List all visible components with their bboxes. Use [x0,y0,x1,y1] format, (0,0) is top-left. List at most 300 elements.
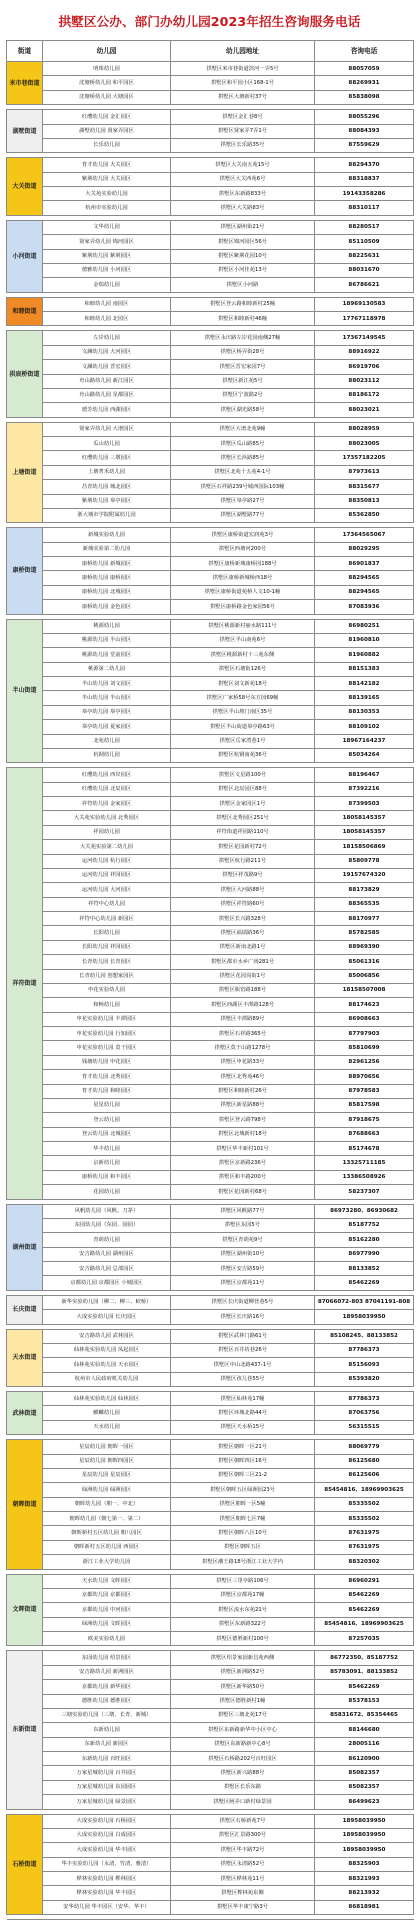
kindergarten-address-cell: 拱墅区长浜路85号 [171,451,315,465]
table-row [7,388,414,402]
phone-cell: 18967164237 [315,734,414,748]
kindergarten-address-cell: 拱墅区康桥街道苑桥人文10-1幢 [171,585,315,599]
street-name-cell: 拱宸桥街道 [7,331,43,417]
street-name-cell: 东新街道 [7,1651,43,1809]
table-row [7,748,414,762]
table-row [7,897,414,911]
phone-cell: 88225631 [315,249,414,263]
table-row [7,172,414,186]
kindergarten-name-cell: 青葫幼儿园 [43,1233,171,1247]
kindergarten-address-cell: 拱墅区瓜山路85号 [171,437,315,451]
kindergarten-name-cell: 绿洲幼儿园 绿洲园区 [43,1483,171,1497]
kindergarten-address-cell: 拱墅区朝晖一区5幢 [171,1497,315,1511]
kindergarten-address-cell: 拱墅区申花路33号 [171,1055,315,1069]
table-row [7,1665,414,1679]
table-row [7,600,414,614]
kindergarten-address-cell: 拱墅区大关路83号 [171,201,315,215]
kindergarten-address-cell: 拱墅区风帆路77号 [171,1204,315,1218]
kindergarten-name-cell: 长阳幼儿园 [43,926,171,940]
kindergarten-address-cell: 拱墅区桦林苑11号 [171,1872,315,1886]
group-separator-cell [7,1915,414,1920]
table-row [7,76,414,90]
street-name-cell: 天水街道 [7,1329,43,1387]
table-row [7,1392,414,1406]
street-name-cell: 武林街道 [7,1392,43,1435]
phone-cell: 85831672、85354465 [315,1708,414,1722]
kindergarten-address-cell: 拱墅区文星路100号 [171,768,315,782]
phone-cell: 88084393 [315,124,414,138]
street-name-cell: 朝晖街道 [7,1440,43,1569]
phone-cell: 85108245、88133852 [315,1329,414,1343]
kindergarten-address-cell: 拱墅区朝晖七区7幢 [171,1512,315,1526]
table-row [7,1588,414,1602]
kindergarten-address-cell: 拱墅区东新路新中心8号 [171,1737,315,1751]
kindergarten-name-cell: 风帆幼儿园（风帆、刀茅） [43,1204,171,1218]
kindergarten-name-cell: 长阳幼儿园 祥园园区 [43,940,171,954]
table-row [7,508,414,522]
phone-cell: 85162280 [315,1233,414,1247]
table-row [7,1098,414,1112]
table-row [7,926,414,940]
table-row [7,955,414,969]
kindergarten-address-cell: 拱墅区和平园小区168-1号 [171,76,315,90]
kindergarten-name-cell: 新城实验幼儿园 [43,528,171,542]
phone-cell: 88146680 [315,1723,414,1737]
kindergarten-name-cell: 京新幼儿园 [43,1156,171,1170]
kindergarten-address-cell: 拱墅区半山坡门南区35号 [171,705,315,719]
kindergarten-address-cell: 拱墅区莫干山路1278号 [171,1041,315,1055]
table-row [7,868,414,882]
table-row [7,1752,414,1766]
kindergarten-address-cell: 拱墅区天水桥15号 [171,1420,315,1434]
kindergarten-name-cell: 申花实验幼儿园 丰潭园区 [43,1012,171,1026]
kindergarten-name-cell: 舟山路幼儿园 新江园区 [43,374,171,388]
kindergarten-address-cell: 拱墅区闸弄口新村绿景园 [171,1795,315,1809]
phone-cell: 88139165 [315,691,414,705]
phone-cell: 85454816、18969903625 [315,1617,414,1631]
kindergarten-address-cell: 拱墅区长庆街道柳营巷5号 [171,1295,315,1309]
kindergarten-name-cell: 长乐幼儿园 [43,138,171,152]
kindergarten-name-cell: 半山幼儿园 半山园区 [43,691,171,705]
kindergarten-address-cell: 拱墅区东新路新华中小区中心 [171,1723,315,1737]
kindergarten-name-cell: 东新幼儿园 百旺园区 [43,1752,171,1766]
phone-cell: 86120900 [315,1752,414,1766]
kindergarten-address-cell: 拱墅区西塘河200号 [171,542,315,556]
table-row [7,883,414,897]
kindergarten-address-cell: 拱墅区长庆路16号 [171,1310,315,1324]
phone-cell: 88173829 [315,883,414,897]
phone-cell: 17767118978 [315,312,414,326]
table-row [7,1358,414,1372]
phone-cell: 85156093 [315,1358,414,1372]
kindergarten-address-cell: 拱墅区康桥新城桥西18号 [171,571,315,585]
kindergarten-address-cell: 拱墅区朝晖一区21号 [171,1440,315,1454]
kindergarten-name-cell: 明珠幼儿园 [43,62,171,76]
kindergarten-name-cell: 舟山路幼儿园 星都园区 [43,388,171,402]
table-row [7,124,414,138]
table-row [7,633,414,647]
street-name-cell: 半山街道 [7,619,43,763]
kindergarten-name-cell: 星辰幼儿园 星辰园区 [43,1468,171,1482]
phone-cell: 85110509 [315,235,414,249]
kindergarten-address-cell: 拱墅区石祥路239号城西国际103幢 [171,480,315,494]
phone-cell: 88031670 [315,263,414,277]
kindergarten-address-cell: 拱墅区丰潭路89号 [171,1012,315,1026]
phone-cell: 86973280、86930682 [315,1204,414,1218]
kindergarten-address-cell: 拱墅区祥茂路9号 [171,868,315,882]
phone-cell: 88280517 [315,220,414,234]
kindergarten-address-cell: 拱墅区和睦新村46幢 [171,312,315,326]
street-name-cell: 祥符街道 [7,768,43,1199]
table-row [7,585,414,599]
phone-cell: 85335502 [315,1512,414,1526]
phone-cell: 85454816、18969903625 [315,1483,414,1497]
kindergarten-name-cell: 紫荆幼儿园 大关园区 [43,172,171,186]
kindergarten-name-cell: 桃源第二幼儿园 [43,662,171,676]
phone-cell: 86786621 [315,278,414,292]
kindergarten-address-cell: 拱墅区大塘新村37号 [171,90,315,104]
kindergarten-address-cell: 拱墅区湖墅路77号 [171,508,315,522]
kindergarten-address-cell: 拱墅区绍景家园新昌苑西侧 [171,1651,315,1665]
kindergarten-name-cell: 东新幼儿园 [43,1723,171,1737]
phone-cell: 87786373 [315,1343,414,1357]
kindergarten-name-cell: 德雅幼儿园 小河园区 [43,263,171,277]
kindergarten-name-cell: 文澜幼儿园 大河园区 [43,345,171,359]
kindergarten-address-cell: 拱墅区东新路833号 [171,187,315,201]
phone-cell: 87083936 [315,600,414,614]
kindergarten-name-cell: 杭州市实验幼儿园 [43,201,171,215]
kindergarten-name-cell: 红缨幼儿园 金汇园区 [43,110,171,124]
table-row [7,691,414,705]
kindergarten-name-cell: 仙林苑实验幼儿园 天水园区 [43,1358,171,1372]
kindergarten-address-cell: 拱墅区贤家弄7弄1号 [171,124,315,138]
kindergarten-name-cell: 万家星城幼儿园 绿景园区 [43,1795,171,1809]
kindergarten-address-cell: 拱墅区宁波路2号 [171,388,315,402]
phone-cell: 88069779 [315,1440,414,1454]
kindergarten-address-cell: 拱墅区湖州街21号 [171,220,315,234]
kindergarten-name-cell: 星辰幼儿园 朝晖四园区 [43,1454,171,1468]
kindergarten-name-cell: 大关苑实验第二幼儿园 [43,840,171,854]
kindergarten-address-cell: 拱墅区京都苑11号 [171,1276,315,1290]
phone-cell: 87559629 [315,138,414,152]
kindergarten-name-cell: 浙大城市学院附属幼儿园 [43,508,171,522]
kindergarten-address-cell: 拱墅区祥符路60号 [171,897,315,911]
table-row [7,138,414,152]
table-row [7,1555,414,1569]
kindergarten-address-cell: 拱墅区北城新村18号 [171,1127,315,1141]
kindergarten-name-cell: 祥符中心幼儿园 [43,897,171,911]
kindergarten-address-cell: 拱墅区紫荆花园10号 [171,249,315,263]
column-header-street: 街道 [7,41,43,62]
table-row [7,1814,414,1828]
table-row [7,1084,414,1098]
phone-cell: 88057059 [315,62,414,76]
phone-cell: 86125606 [315,1468,414,1482]
table-row [7,1127,414,1141]
table-row [7,263,414,277]
kindergarten-name-cell: 长青幼儿园 创想家园区 [43,969,171,983]
kindergarten-name-cell: 三塘实验幼儿园（三墩、长青、新城） [43,1708,171,1722]
kindergarten-name-cell: 康桥幼儿园 康桥园区 [43,571,171,585]
street-name-cell: 小河街道 [7,220,43,292]
kindergarten-name-cell: 瓜山幼儿园 [43,437,171,451]
phone-cell: 58237307 [315,1185,414,1199]
table-row [7,1233,414,1247]
kindergarten-address-cell: 拱墅区桃源新村十三苑东侧 [171,648,315,662]
kindergarten-name-cell: 上塘菁禾幼儿园 [43,465,171,479]
table-row [7,403,414,417]
table-row [7,1218,414,1232]
phone-cell: 88130353 [315,705,414,719]
phone-cell: 88350813 [315,494,414,508]
kindergarten-name-cell: 安吉路幼儿园 武林园区 [43,1329,171,1343]
kindergarten-name-cell: 育才幼儿园 大关园区 [43,158,171,172]
kindergarten-name-cell: 左岸幼儿园 [43,331,171,345]
phone-cell: 88023005 [315,437,414,451]
kindergarten-name-cell: 紫荆幼儿园 皋亭园区 [43,494,171,508]
kindergarten-address-cell: 拱墅区新南北路1号 [171,940,315,954]
phone-cell: 87392216 [315,782,414,796]
kindergarten-address-cell: 拱墅区金汇巷8号 [171,110,315,124]
table-row [7,422,414,436]
table-row [7,345,414,359]
kindergarten-name-cell: 北苑幼儿园 [43,734,171,748]
phone-cell: 86919706 [315,360,414,374]
kindergarten-name-cell: 天水幼儿园 文晖园区 [43,1574,171,1588]
kindergarten-name-cell: 大成实验幼儿园 长庆园区 [43,1310,171,1324]
table-row [7,1142,414,1156]
kindergarten-address-cell: 拱墅区三里亭路106号 [171,1574,315,1588]
table-row [7,1170,414,1184]
table-row [7,940,414,954]
phone-cell: 88151383 [315,662,414,676]
kindergarten-address-cell: 拱墅区金家园区1号 [171,797,315,811]
kindergarten-address-cell: 拱墅区花园岗街1号 [171,969,315,983]
phone-cell: 86901837 [315,557,414,571]
table-row [7,797,414,811]
kindergarten-address-cell: 拱墅区小河佳苑13号 [171,263,315,277]
phone-cell: 87631975 [315,1526,414,1540]
table-row [7,451,414,465]
table-row [7,1483,414,1497]
kindergarten-name-cell: 皋亭幼儿园 皋亭园区 [43,705,171,719]
kindergarten-address-cell: 拱墅区新星路88号 [171,1098,315,1112]
page-title: 拱墅区公办、部门办幼儿园2023年招生咨询服务电话 [58,13,361,29]
phone-cell: 85462269 [315,1603,414,1617]
phone-cell: 85809778 [315,854,414,868]
kindergarten-name-cell: 安吉路幼儿园 总部园区 [43,1262,171,1276]
phone-cell: 86818981 [315,1900,414,1914]
kindergarten-address-cell: 拱墅区北苑十五苑4-1号 [171,465,315,479]
kindergarten-name-cell: 杭钢幼儿园 [43,748,171,762]
kindergarten-address-cell: 拱墅区和睦新村26号 [171,1084,315,1098]
phone-cell: 85378153 [315,1694,414,1708]
phone-cell: 87786373 [315,1392,414,1406]
kindergarten-name-cell: 登云幼儿园 [43,1113,171,1127]
table-row [7,705,414,719]
kindergarten-name-cell: 德胜幼儿园 德胜园区 [43,1694,171,1708]
table-row [7,854,414,868]
kindergarten-name-cell: 万家星城幼儿园 东园园区 [43,1780,171,1794]
kindergarten-address-cell: 拱墅区晋宏家园7号 [171,360,315,374]
phone-cell: 87066072-803 87041191-808 [315,1295,414,1309]
kindergarten-address-cell: 拱墅区刘文新苑18号 [171,677,315,691]
phone-cell: 85462269 [315,1680,414,1694]
table-row [7,840,414,854]
kindergarten-address-cell: 拱墅区百井坊巷26号 [171,1343,315,1357]
kindergarten-name-cell: 皋亭幼儿园 夏家园区 [43,720,171,734]
street-name-cell: 文晖街道 [7,1574,43,1646]
kindergarten-name-cell: 祥园幼儿园 [43,825,171,839]
street-name-cell: 康桥街道 [7,528,43,614]
kindergarten-name-cell: 运河幼儿园 祥园园区 [43,868,171,882]
kindergarten-address-cell: 拱墅区新江苑5号 [171,374,315,388]
table-row [7,1440,414,1454]
kindergarten-name-cell: 祥符中心幼儿园 新园区 [43,912,171,926]
kindergarten-address-cell: 拱墅区朝晖八区10号 [171,1526,315,1540]
kindergarten-address-cell: 拱墅区花园新村72号 [171,840,315,854]
phone-cell: 85462269 [315,1588,414,1602]
table-row [7,1723,414,1737]
phone-cell: 88029295 [315,542,414,556]
consultation-table [6,40,414,1920]
table-row [7,1540,414,1554]
phone-cell: 81960810 [315,633,414,647]
phone-cell: 87688663 [315,1127,414,1141]
table-row [7,312,414,326]
kindergarten-address-cell: 拱墅区和丰路200号 [171,1170,315,1184]
table-row [7,1795,414,1809]
kindergarten-address-cell: 拱墅区京都苑17幢 [171,1588,315,1602]
table-row [7,720,414,734]
kindergarten-name-cell: 大成实验幼儿园 白成园区 [43,1828,171,1842]
phone-cell: 87631975 [315,1540,414,1554]
kindergarten-name-cell: 和睦幼儿园 北园区 [43,312,171,326]
kindergarten-name-cell: 桦林实验幼儿园 华丰园区 [43,1886,171,1900]
table-row [7,619,414,633]
kindergarten-name-cell: 朝晖新村五区幼儿园 西园区 [43,1540,171,1554]
table-row [7,1900,414,1914]
phone-cell: 18058145357 [315,811,414,825]
kindergarten-address-cell: 拱墅区北辰园区88号 [171,782,315,796]
phone-cell: 87918675 [315,1113,414,1127]
phone-cell: 88055296 [315,110,414,124]
column-header-address: 幼儿园地址 [171,41,315,62]
kindergarten-name-cell: 育才幼儿园 和睦园区 [43,1084,171,1098]
table-row [7,1843,414,1857]
kindergarten-name-cell: 金瑞幼儿园 [43,278,171,292]
kindergarten-address-cell: 拱墅区华丰路72号 [171,1843,315,1857]
kindergarten-address-cell: 拱墅区仙林苑17幢 [171,1392,315,1406]
table-row [7,1632,414,1646]
kindergarten-address-cell: 拱墅区登云路798号 [171,1113,315,1127]
phone-cell: 18158507008 [315,983,414,997]
kindergarten-name-cell: 康桥幼儿园 新城园区 [43,557,171,571]
phone-cell: 18958039950 [315,1843,414,1857]
table-row [7,1204,414,1218]
kindergarten-address-cell: 拱墅区岳家湾巷1号 [171,734,315,748]
phone-cell: 86977990 [315,1247,414,1261]
street-name-cell: 和睦街道 [7,297,43,326]
phone-cell: 88170977 [315,912,414,926]
kindergarten-name-cell: 德芳幼儿园 西湖园区 [43,403,171,417]
kindergarten-name-cell: 东新幼儿园 新园区 [43,1737,171,1751]
phone-cell: 18158506869 [315,840,414,854]
phone-cell: 85462269 [315,1276,414,1290]
phone-cell: 18958039950 [315,1310,414,1324]
phone-cell: 85782585 [315,926,414,940]
table-row [7,1310,414,1324]
table-row [7,969,414,983]
kindergarten-address-cell: 拱墅区半山南苑6号 [171,633,315,647]
phone-cell: 85187752 [315,1218,414,1232]
table-row [7,1526,414,1540]
kindergarten-name-cell: 运河幼儿园 杭行园区 [43,854,171,868]
phone-cell: 87797903 [315,1027,414,1041]
street-name-cell: 湖墅街道 [7,110,43,153]
table-row [7,201,414,215]
kindergarten-name-cell: 红缨幼儿园 北辰园区 [43,782,171,796]
phone-cell: 87257035 [315,1632,414,1646]
kindergarten-name-cell: 天水幼儿园 [43,1420,171,1434]
kindergarten-name-cell: 浙江工业大学幼儿园 [43,1555,171,1569]
kindergarten-name-cell: 京都幼儿园 京都园区 小城园区 [43,1276,171,1290]
kindergarten-name-cell: 杭州市人民政府机关幼儿园 [43,1372,171,1386]
phone-cell: 85061316 [315,955,414,969]
phone-cell: 88294565 [315,585,414,599]
kindergarten-address-cell: 拱墅区桃源新村丽水路111号 [171,619,315,633]
table-row [7,1262,414,1276]
street-name-cell: 长庆街道 [7,1295,43,1324]
kindergarten-address-cell: 拱墅区北秀园区251号 [171,811,315,825]
table-row [7,1372,414,1386]
kindergarten-address-cell: 拱墅区德胜新村1幢 [171,1694,315,1708]
kindergarten-name-cell: 安吉路幼儿园 湖州园区 [43,1247,171,1261]
table-row [7,1295,414,1309]
kindergarten-name-cell: 祥符幼儿园 金家园区 [43,797,171,811]
phone-cell: 86125680 [315,1454,414,1468]
kindergarten-address-cell: 拱墅区京新路236号 [171,1156,315,1170]
table-row [7,983,414,997]
street-name-cell: 大关街道 [7,158,43,216]
table-row [7,1857,414,1871]
phone-cell: 88365535 [315,897,414,911]
table-body [7,62,414,1920]
phone-cell: 88321993 [315,1872,414,1886]
kindergarten-name-cell: 登云幼儿园 北城园区 [43,1127,171,1141]
kindergarten-name-cell: 长青幼儿园 长青园区 [43,955,171,969]
kindergarten-name-cell: 昌青幼儿园 城北园区 [43,480,171,494]
phone-cell: 85174678 [315,1142,414,1156]
kindergarten-name-cell: 朝晖幼儿园（朝一、中北） [43,1497,171,1511]
kindergarten-address-cell: 拱墅区北秀苑46号 [171,1070,315,1084]
phone-cell: 18958039950 [315,1814,414,1828]
phone-cell: 88133852 [315,1262,414,1276]
phone-cell: 88109102 [315,720,414,734]
kindergarten-name-cell: 欧美实验幼儿园 [43,1632,171,1646]
phone-cell: 88023021 [315,403,414,417]
kindergarten-address-cell: 拱墅区米市巷街道滨河一弄5号 [171,62,315,76]
kindergarten-name-cell: 申花实验幼儿园 莫干园区 [43,1041,171,1055]
table-row [7,1055,414,1069]
kindergarten-name-cell: 和睦幼儿园 南园区 [43,297,171,311]
phone-cell: 13386508926 [315,1170,414,1184]
kindergarten-address-cell: 拱墅区康桥新城康桥园188号 [171,557,315,571]
kindergarten-address-cell: 拱墅区花园新村68号 [171,1185,315,1199]
table-header-row [7,41,414,62]
kindergarten-address-cell: 拱墅区永庆路左岸花园南侧27幢 [171,331,315,345]
kindergarten-name-cell: 大成实验幼儿园 华丰园区 [43,1843,171,1857]
